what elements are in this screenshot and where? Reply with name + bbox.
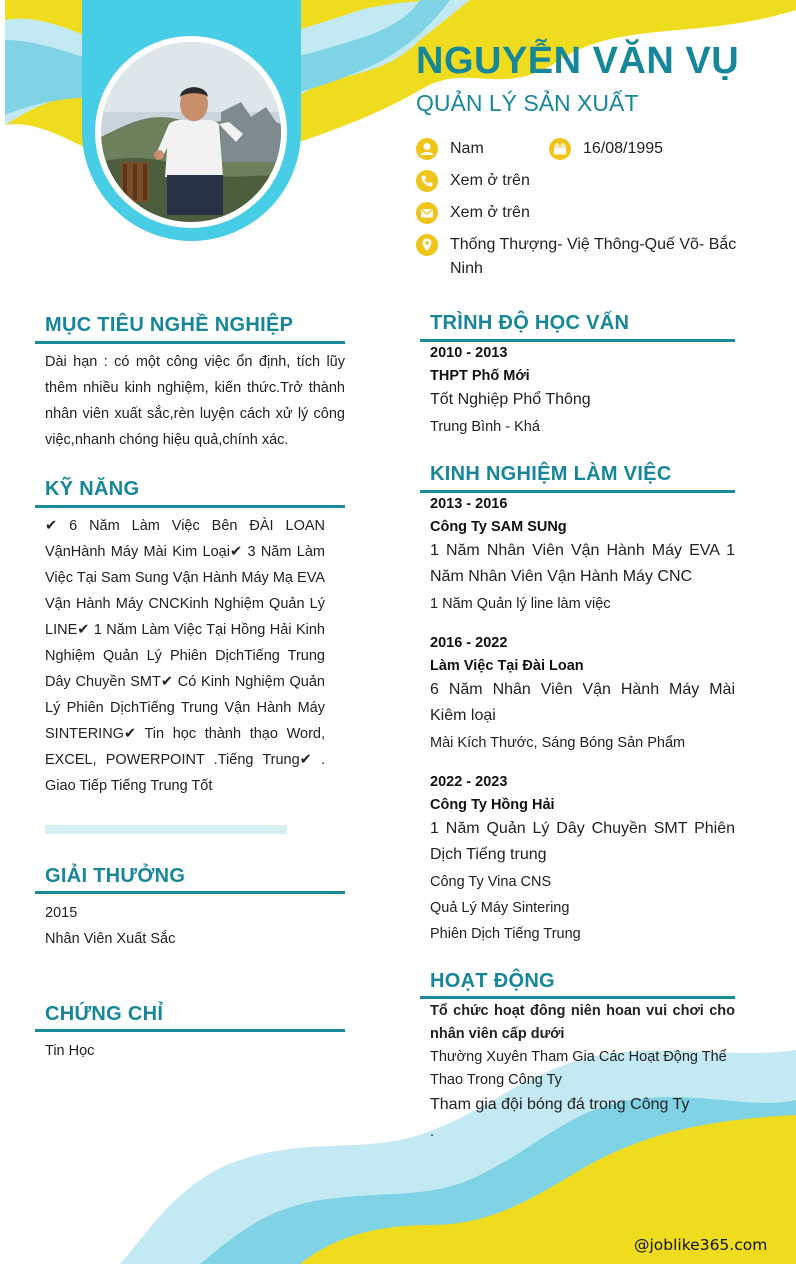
activities-divider [420,996,735,999]
job-detail: 1 Năm Quản lý line làm việc [430,596,611,612]
education-degree: Tốt Nghiệp Phổ Thông [430,391,591,408]
education-grade: Trung Bình - Khá [430,419,540,435]
job-period: 2016 - 2022 [430,635,508,651]
job-company: Làm Việc Tại Đài Loan [430,658,584,674]
email-icon [416,202,438,224]
email-row [416,201,530,225]
job-title: QUẢN LÝ SẢN XUẤT [416,90,639,116]
experience-heading: KINH NGHIỆM LÀM VIỆC [430,463,672,485]
candidate-name: NGUYỄN VĂN VỤ [416,40,740,82]
birthdate-row [549,137,663,161]
job-position: 6 Năm Nhân Viên Vận Hành Máy Mài Kiêm loại [430,681,735,724]
calendar-icon [549,138,571,160]
education-period: 2010 - 2013 [430,345,508,361]
job-position: 1 Năm Quản Lý Dây Chuyền SMT Phiên Dịch Tiếng trung [430,820,735,863]
job-period: 2022 - 2023 [430,774,508,790]
skills-divider [35,505,345,508]
experience-divider [420,490,735,493]
user-icon [416,138,438,160]
award-name: Nhân Viên Xuất Sắc [45,931,176,947]
award-year: 2015 [45,905,78,921]
phone-value: Xem ở trên [450,172,530,189]
certificate-name: Tin Học [45,1043,95,1059]
skills-text: ✔ 6 Năm Làm Việc Bên ĐÀI LOAN VậnHành Máy Mài Kim Loại✔ 3 Năm Làm Việc Tại Sam Sung Vận Hành Máy Mạ EVA Vận Hành Máy CNCKinh Nghiệm Quản Lý LINE✔ 1 Năm Làm Việc Tại Hồng Hải Kinh Nghiệm Quản Lý Phiên DịchTiếng Trung Dây Chuyền SMT✔ Có Kinh Nghiệm Quản Lý Phiên DịchTiếng Trung Vận Hành Máy SINTERING✔ Tin học thành thạo Word, EXCEL, POWERPOINT .Tiếng Trung✔ . Giao Tiếp Tiếng Trung Tốt [45,518,325,794]
address-row [416,233,746,281]
gender-value: Nam [450,140,484,157]
job-company: Công Ty Hồng Hải [430,797,555,813]
objective-divider [35,341,345,344]
location-pin-icon [416,234,438,256]
phone-icon [416,170,438,192]
awards-divider [35,891,345,894]
job-detail: Mài Kích Thước, Sáng Bóng Sản Phẩm [430,735,686,751]
activity-line: . [430,1124,435,1140]
objective-text: Dài hạn : có một công việc ổn định, tích lũy thêm nhiều kinh nghiệm, kiến thức.Trở thành nhân viên xuất sắc,rèn luyện cách xử lý công việc,nhanh chóng hiệu quả,chính xác. [45,354,345,448]
job-position: 1 Năm Nhân Viên Vận Hành Máy EVA 1 Năm Nhân Viên Vận Hành Máy CNC [430,542,735,585]
job-detail: Quả Lý Máy Sintering [430,900,570,916]
activity-title: Tổ chức hoạt đông niên hoan vui chơi cho nhân viên cấp dưới [430,1003,735,1042]
email-value: Xem ở trên [450,204,530,221]
footer-brand: @joblike365.com [634,1236,768,1254]
activity-line: Tham gia đội bóng đá trong Công Ty [430,1096,690,1113]
activity-line: Thường Xuyên Tham Gia Các Hoạt Động Thể Thao Trong Công Ty [430,1049,727,1088]
skills-heading: KỸ NĂNG [45,478,140,500]
job-detail: Phiên Dịch Tiếng Trung [430,926,581,942]
activities-heading: HOẠT ĐỘNG [430,970,555,992]
certificates-divider [35,1029,345,1032]
job-company: Công Ty SAM SUNg [430,519,567,535]
education-heading: TRÌNH ĐỘ HỌC VẤN [430,312,630,334]
birthdate-value: 16/08/1995 [583,140,664,157]
job-detail: Công Ty Vina CNS [430,874,552,890]
education-school: THPT Phố Mới [430,368,530,384]
job-period: 2013 - 2016 [430,496,508,512]
avatar [101,42,281,222]
address-value: Thống Thượng- Việ Thông-Quế Võ- Bắc Ninh [450,236,737,277]
gender-row [416,137,484,161]
certificates-heading: CHỨNG CHỈ [45,1003,164,1025]
awards-heading: GIẢI THƯỞNG [45,865,186,887]
skill-level-bar [45,825,287,834]
objective-heading: MỤC TIÊU NGHỀ NGHIỆP [45,314,294,336]
phone-row [416,169,530,193]
education-divider [420,339,735,342]
